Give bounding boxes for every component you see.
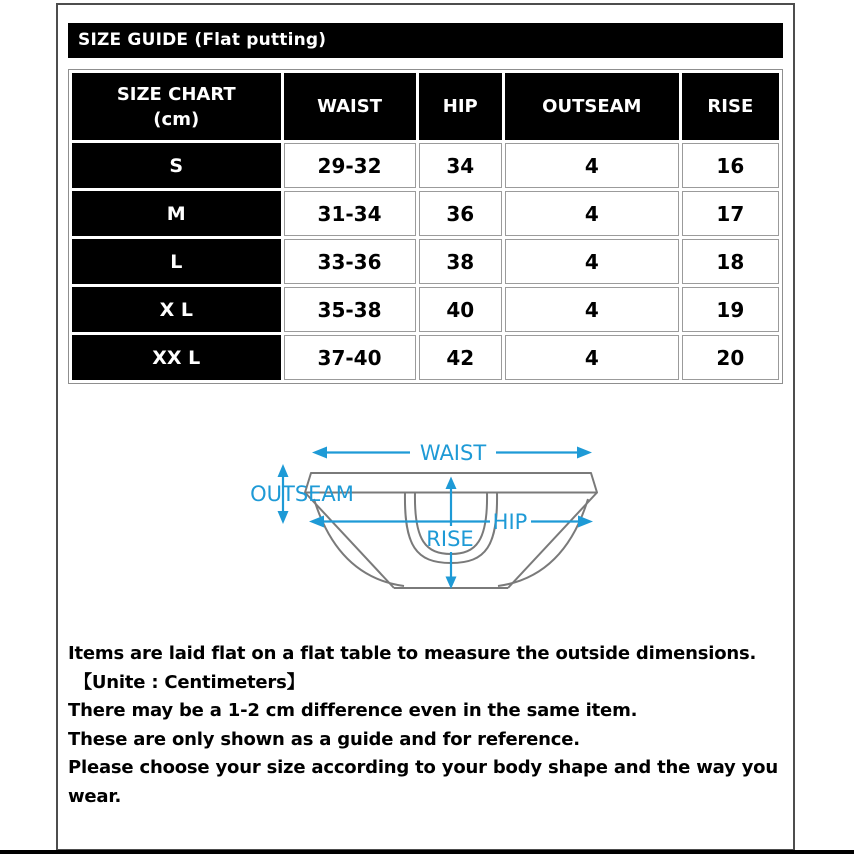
table-row-s xyxy=(72,143,779,188)
hip-value: 42 xyxy=(419,335,502,380)
header-size-chart xyxy=(72,73,281,140)
measurement-notes xyxy=(68,640,788,811)
bottom-divider-bar xyxy=(0,850,854,854)
header-outseam: OUTSEAM xyxy=(505,73,679,140)
outseam-value: 4 xyxy=(505,191,679,236)
outseam-value: 4 xyxy=(505,143,679,188)
rise-value: 19 xyxy=(682,287,779,332)
outseam-value: 4 xyxy=(505,239,679,284)
rise-value: 20 xyxy=(682,335,779,380)
outseam-label: OUTSEAM xyxy=(250,482,354,506)
header-rise: RISE xyxy=(682,73,779,140)
size-chart-table xyxy=(68,69,783,384)
size-label: L xyxy=(72,239,281,284)
table-row-m xyxy=(72,191,779,236)
hip-value: 36 xyxy=(419,191,502,236)
size-label: XX L xyxy=(72,335,281,380)
rise-value: 18 xyxy=(682,239,779,284)
size-label: X L xyxy=(72,287,281,332)
note-line: 【Unite : Centimeters】 xyxy=(68,671,305,693)
note-line: These are only shown as a guide and for reference. xyxy=(68,728,580,750)
page-title: SIZE GUIDE (Flat putting) xyxy=(78,30,327,50)
rise-value: 17 xyxy=(682,191,779,236)
header-size-chart-line2: (cm) xyxy=(153,108,200,130)
waist-value: 29-32 xyxy=(284,143,416,188)
table-row-xxl xyxy=(72,335,779,380)
table-row-l xyxy=(72,239,779,284)
size-label: M xyxy=(72,191,281,236)
table-row-xl xyxy=(72,287,779,332)
hip-value: 38 xyxy=(419,239,502,284)
rise-value: 16 xyxy=(682,143,779,188)
waist-value: 35-38 xyxy=(284,287,416,332)
outseam-value: 4 xyxy=(505,335,679,380)
note-line: Please choose your size according to your body shape and the way you xyxy=(68,757,778,778)
header-hip: HIP xyxy=(419,73,502,140)
waist-value: 31-34 xyxy=(284,191,416,236)
size-label: S xyxy=(72,143,281,188)
hip-label: HIP xyxy=(492,510,528,534)
header-waist: WAIST xyxy=(284,73,416,140)
note-line: Items are laid flat on a flat table to measure the outside dimensions. xyxy=(68,643,757,664)
hip-value: 40 xyxy=(419,287,502,332)
note-line: There may be a 1-2 cm difference even in the same item. xyxy=(68,700,638,721)
hip-value: 34 xyxy=(419,143,502,188)
waist-value: 37-40 xyxy=(284,335,416,380)
note-line: wear. xyxy=(68,785,122,807)
table-header-row xyxy=(72,73,779,140)
waist-value: 33-36 xyxy=(284,239,416,284)
briefs-measurement-diagram xyxy=(246,418,656,622)
size-guide-title-bar xyxy=(68,23,783,58)
outseam-value: 4 xyxy=(505,287,679,332)
header-size-chart-line1: SIZE CHART xyxy=(116,83,236,105)
waist-label: WAIST xyxy=(419,441,487,465)
rise-label: RISE xyxy=(426,527,474,551)
